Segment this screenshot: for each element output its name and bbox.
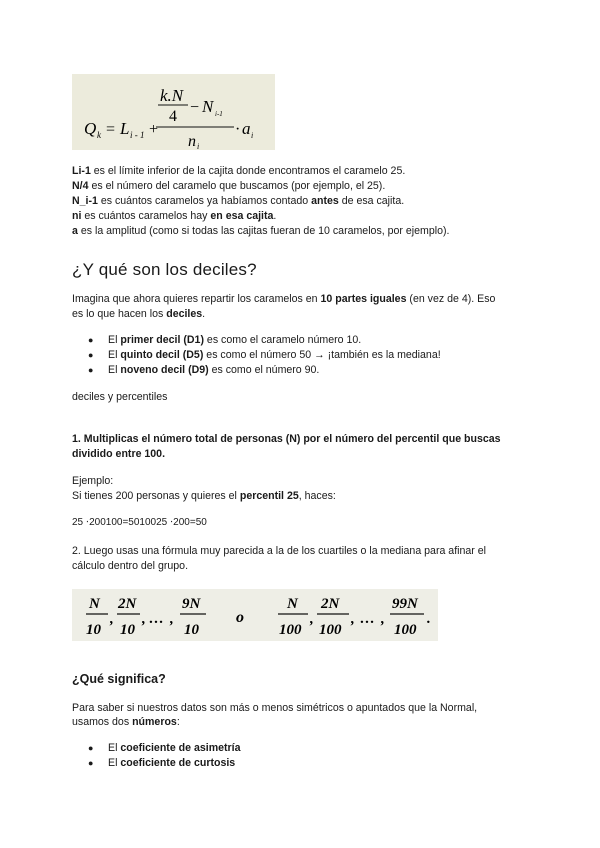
formula-n: N (202, 97, 214, 116)
significa-text: usamos dos (72, 716, 133, 728)
formula-n-sub: i-1 (215, 110, 223, 118)
example-sentence (72, 490, 336, 502)
step2-line1: 2. Luego usas una fórmula muy parecida a la de los cuartiles o la mediana para afinar el (72, 545, 486, 557)
quartile-formula-graphic (72, 74, 275, 150)
example-calculation: 25 ⋅200100=5010025 ⋅200=50 (72, 517, 207, 528)
formula-kn: k.N (160, 86, 184, 105)
deciles-intro-line1 (72, 293, 495, 305)
comma: , (310, 611, 314, 627)
example-bold: percentil 25 (239, 490, 299, 502)
comma: , (170, 611, 174, 627)
definition-text: es el número del caramelo que buscamos (por ejemplo, el 25). (88, 180, 386, 192)
list-item-text: El (108, 334, 121, 346)
definition-text: es la amplitud (como si todas las cajitas fueran de 10 caramelos, por ejemplo). (77, 225, 450, 237)
definition-n4 (72, 180, 385, 192)
fraction-numerator: N (89, 596, 100, 612)
list-item-text-end: es como el número 90. (208, 364, 320, 376)
significa-line1: Para saber si nuestros datos son más o menos simétricos o apuntados que la Normal, (72, 702, 478, 714)
definition-a (72, 225, 449, 237)
list-item-bold: coeficiente de asimetría (120, 742, 241, 754)
list-item-text-end: es como el caramelo número 10. (203, 334, 362, 346)
intro-text: es lo que hacen los (72, 308, 167, 320)
list-item-text-end: es como el número 50 → ¡también es la mediana! (203, 349, 441, 361)
list-item-text: El (108, 742, 121, 754)
formula-minus: − (190, 99, 200, 116)
definition-term: N/4 (72, 180, 89, 192)
formula-den-sub: i (197, 142, 200, 150)
deciles-intro-line2 (72, 308, 205, 320)
definition-ni (72, 210, 276, 222)
definition-text-end: . (273, 210, 277, 222)
bullet-icon: ● (88, 365, 94, 375)
formula-times: · (235, 121, 241, 138)
definition-bold: en esa cajita (210, 210, 274, 222)
definition-li (72, 165, 405, 177)
bullet-icon: ● (88, 758, 94, 768)
definition-term: Li-1 (72, 165, 91, 177)
definition-bold: antes (311, 195, 339, 207)
formula-q: Q (84, 119, 97, 138)
bullet-icon: ● (88, 335, 94, 345)
list-item-bold: coeficiente de curtosis (120, 757, 236, 769)
coeficiente-asimetria-item (108, 742, 241, 754)
list-item-text: El (108, 757, 121, 769)
formula-a: a (242, 119, 251, 138)
fraction-denominator: 100 (394, 622, 417, 638)
definition-text: es cuántos caramelos ya habíamos contado (97, 195, 312, 207)
fraction-numerator: 2N (118, 596, 137, 612)
period: . (427, 611, 431, 627)
list-item-bold: primer decil (D1) (120, 334, 204, 346)
definition-text: es cuántos caramelos hay (81, 210, 211, 222)
definition-text: es el límite inferior de la cajita donde encontramos el caramelo 25. (90, 165, 406, 177)
decile-fractions-image (72, 589, 438, 641)
step2-line2: cálculo dentro del grupo. (72, 560, 189, 572)
decile-item-d1 (108, 334, 361, 346)
step1-line2: dividido entre 100. (72, 448, 166, 460)
list-item-bold: noveno decil (D9) (120, 364, 209, 376)
formula-a-sub: i (251, 131, 254, 140)
bullet-icon: ● (88, 350, 94, 360)
bullet-icon: ● (88, 743, 94, 753)
fraction-denominator: 100 (319, 622, 342, 638)
example-text: Si tienes 200 personas y quieres el (72, 490, 240, 502)
fraction-separator: o (236, 609, 244, 626)
decile-item-d9 (108, 364, 319, 376)
intro-text: Imagina que ahora quieres repartir los caramelos en (72, 293, 321, 305)
quartile-formula (72, 74, 275, 150)
comma: , (110, 611, 114, 627)
list-item-bold: quinto decil (D5) (120, 349, 204, 361)
formula-l: L (120, 119, 130, 138)
subtitle-deciles-percentiles: deciles y percentiles (72, 391, 168, 403)
fraction-numerator: N (287, 596, 298, 612)
comma: , (142, 611, 146, 627)
example-label: Ejemplo: (72, 475, 114, 487)
formula-plus: + (149, 121, 159, 138)
list-item-text: El (108, 364, 121, 376)
significa-text-end: : (176, 716, 180, 728)
formula-q-sub: k (97, 130, 101, 140)
intro-bold: 10 partes iguales (320, 293, 407, 305)
definition-ni1 (72, 195, 404, 207)
fraction-denominator: 10 (86, 622, 101, 638)
fraction-denominator: 10 (120, 622, 135, 638)
comma: , (381, 611, 385, 627)
decile-item-d5 (108, 349, 441, 361)
fraction-numerator: 2N (321, 596, 340, 612)
definition-term: a (72, 225, 78, 237)
deciles-heading: ¿Y qué son los deciles? (72, 260, 257, 279)
definition-term: N_i-1 (72, 195, 98, 207)
intro-text-end: . (202, 308, 206, 320)
fraction-numerator: 9N (182, 596, 201, 612)
step1-line1: 1. Multiplicas el número total de personas (N) por el número del percentil que buscas (72, 433, 501, 445)
significa-line2 (72, 716, 180, 728)
formula-l-sub: i - 1 (130, 130, 145, 140)
formula-equals: = (106, 121, 116, 138)
coeficiente-curtosis-item (108, 757, 235, 769)
fraction-numerator: 99N (392, 596, 418, 612)
formula-denominator: n (188, 133, 196, 150)
decile-fractions-graphic (72, 589, 438, 641)
significa-heading: ¿Qué significa? (72, 672, 166, 686)
ellipsis: … (149, 611, 164, 627)
fraction-denominator: 100 (279, 622, 302, 638)
intro-bold: deciles (166, 308, 203, 320)
fraction-denominator: 10 (184, 622, 199, 638)
list-item-text: El (108, 349, 121, 361)
definition-term: ni (72, 210, 82, 222)
example-text-end: , haces: (298, 490, 336, 502)
ellipsis: … (360, 611, 375, 627)
intro-text-end: (en vez de 4). Eso (406, 293, 496, 305)
comma: , (351, 611, 355, 627)
significa-bold: números (132, 716, 177, 728)
formula-four: 4 (169, 108, 177, 125)
definition-text-end: de esa cajita. (338, 195, 405, 207)
